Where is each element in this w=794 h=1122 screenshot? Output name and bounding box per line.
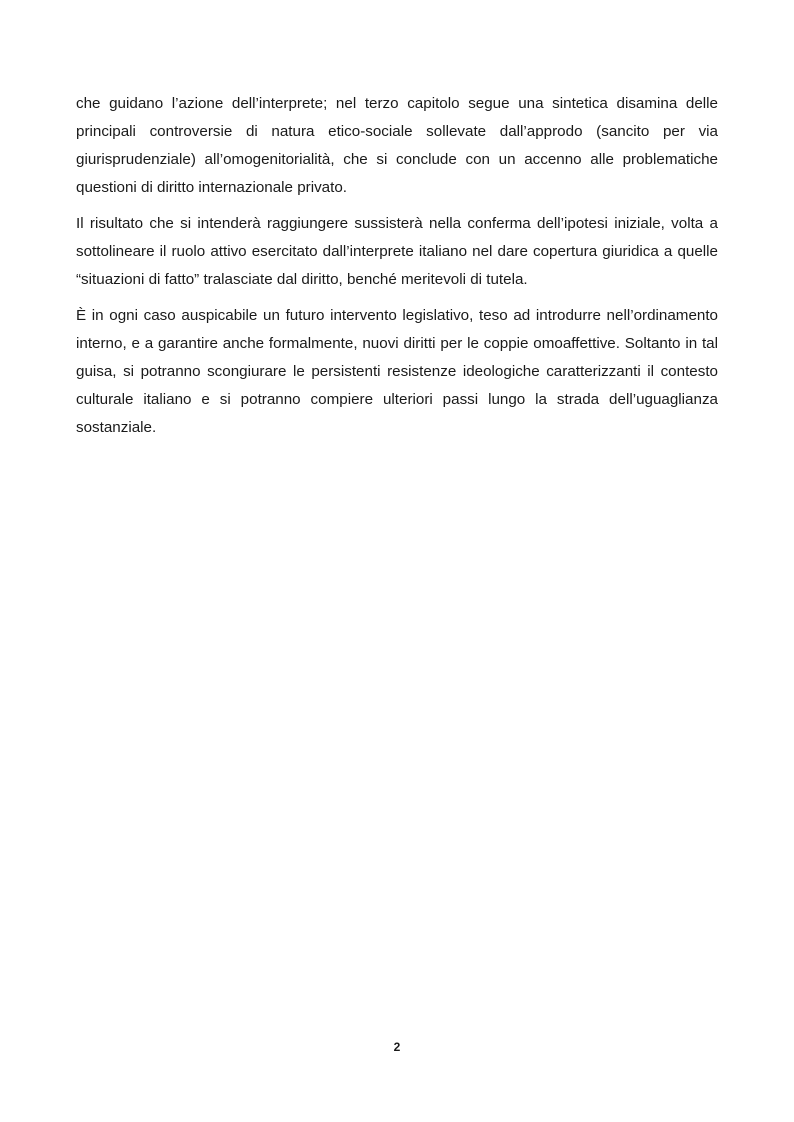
paragraph-3: È in ogni caso auspicabile un futuro intervento legislativo, teso ad introdurre nell’ordinamento interno, e a garantire anche formalmente, nuovi diritti per le coppie omoaffettive. Soltanto in tal guisa, si potranno scongiurare le persistenti resistenze ideologiche caratterizzanti il contesto culturale italiano e si potranno compiere ulteriori passi lungo la strada dell’uguaglianza sostanziale. [76, 307, 718, 436]
paragraph-1: che guidano l’azione dell’interprete; nel terzo capitolo segue una sintetica disamina delle principali controversie di natura etico-sociale sollevate dall’approdo (sancito per via giurisprudenziale) all’omogenitorialità, che si conclude con un accenno alle problematiche questioni di diritto internazionale privato. [76, 95, 718, 196]
body-text [76, 90, 718, 450]
paragraph-2: Il risultato che si intenderà raggiungere sussisterà nella conferma dell’ipotesi iniziale, volta a sottolineare il ruolo attivo esercitato dall’interprete italiano nel dare copertura giuridica a quelle “situazioni di fatto” tralasciate dal diritto, benché meritevoli di tutela. [76, 215, 718, 288]
page-number: 2 [393, 1040, 401, 1054]
